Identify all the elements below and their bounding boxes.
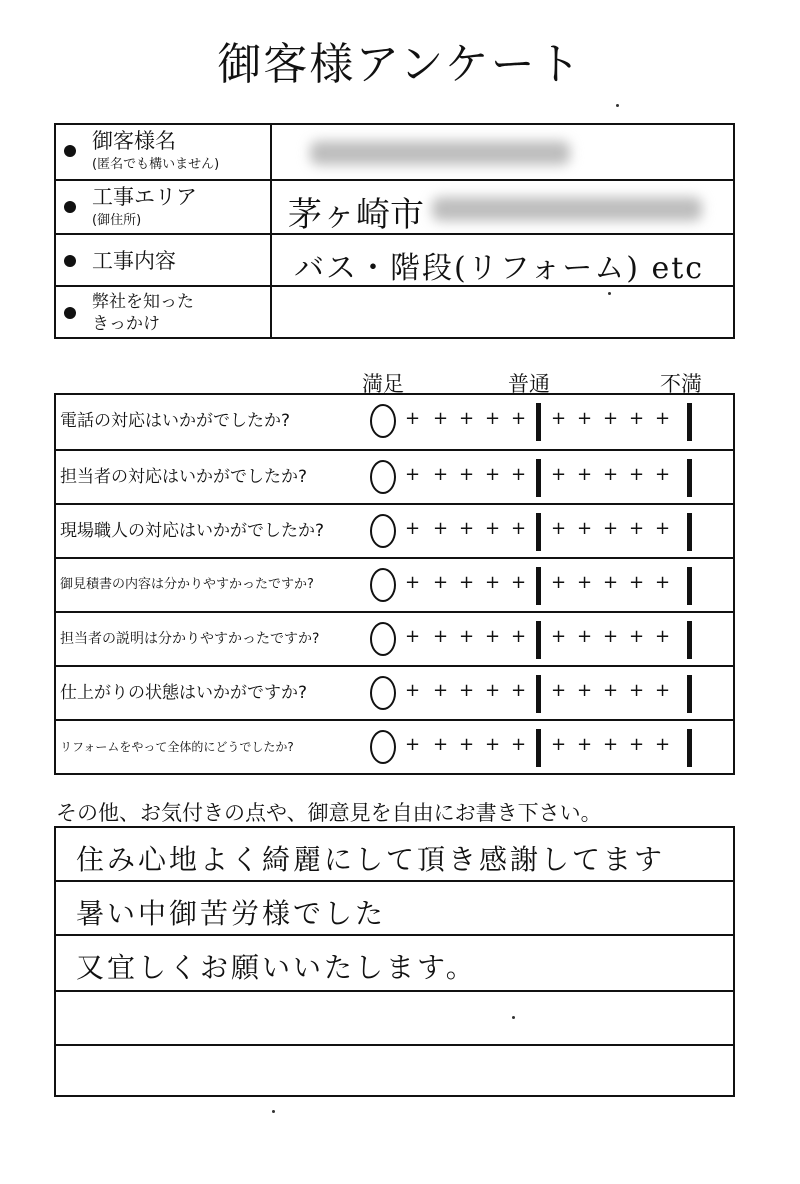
rating-option-tick[interactable]: + [459,572,475,593]
comments-box[interactable] [54,826,735,1097]
redacted-address [432,197,702,221]
rating-option-tick[interactable]: + [433,626,449,647]
comment-rule [56,1044,733,1046]
rating-option-tick[interactable]: + [405,626,421,647]
rating-option-tick[interactable]: + [577,518,593,539]
scale-label-satisfied: 満足 [362,372,404,396]
rating-option-tick[interactable]: + [511,518,527,539]
rating-option-tick[interactable]: + [433,408,449,429]
how-known-label-line1: 弊社を知った [92,292,194,312]
rating-option-tick[interactable]: + [655,464,671,485]
rating-option-tick[interactable]: + [655,408,671,429]
work-area-field[interactable] [272,181,733,235]
rating-option-tick[interactable]: + [551,680,567,701]
comments-prompt: その他、お気付きの点や、御意見を自由にお書き下さい。 [56,801,602,825]
rating-option-tick[interactable]: + [459,626,475,647]
rating-option-tick[interactable]: + [485,734,501,755]
work-content-label: 工事内容 [92,249,176,273]
rating-option-tick[interactable]: + [603,518,619,539]
rating-option-tick[interactable]: + [511,680,527,701]
rating-option-tick[interactable]: + [629,464,645,485]
rating-option-tick[interactable]: + [629,572,645,593]
rating-option-tick[interactable]: + [603,680,619,701]
question-text: リフォームをやって全体的にどうでしたか? [60,740,294,754]
rating-option-tick[interactable]: + [603,408,619,429]
rating-row [56,395,733,449]
rating-option-tick[interactable]: + [511,734,527,755]
rating-option-dissatisfied[interactable] [687,567,692,605]
rating-option-tick[interactable]: + [629,680,645,701]
rating-option-satisfied-selected[interactable] [370,568,396,602]
rating-option-tick[interactable]: + [629,734,645,755]
question-text: 電話の対応はいかがでしたか? [60,411,291,431]
comment-line-1: 住み心地よく綺麗にして頂き感謝してます [76,843,666,876]
rating-option-dissatisfied[interactable] [687,513,692,551]
rating-option-dissatisfied[interactable] [687,459,692,497]
rating-option-neutral[interactable] [536,403,541,441]
rating-option-tick[interactable]: + [551,734,567,755]
rating-option-tick[interactable]: + [629,518,645,539]
rating-option-tick[interactable]: + [603,572,619,593]
rating-option-tick[interactable]: + [485,518,501,539]
rating-option-tick[interactable]: + [485,680,501,701]
scale-label-dissatisfied: 不満 [660,372,702,396]
scan-speck [616,104,619,107]
rating-option-tick[interactable]: + [459,734,475,755]
rating-option-tick[interactable]: + [655,572,671,593]
rating-option-tick[interactable]: + [655,680,671,701]
row-how-known [56,285,733,337]
rating-option-dissatisfied[interactable] [687,729,692,767]
rating-option-satisfied-selected[interactable] [370,676,396,710]
rating-option-satisfied-selected[interactable] [370,514,396,548]
redacted-name [310,141,570,165]
rating-option-satisfied-selected[interactable] [370,460,396,494]
rating-option-dissatisfied[interactable] [687,621,692,659]
rating-row [56,719,733,773]
bullet-icon [64,145,76,157]
rating-option-tick[interactable]: + [629,626,645,647]
rating-table [54,393,735,775]
rating-option-tick[interactable]: + [433,518,449,539]
rating-row [56,449,733,503]
scale-label-neutral: 普通 [508,372,550,396]
rating-option-neutral[interactable] [536,513,541,551]
question-text: 御見積書の内容は分かりやすかったですか? [60,577,314,592]
scan-speck [512,1016,515,1019]
rating-option-neutral[interactable] [536,459,541,497]
rating-option-tick[interactable]: + [511,408,527,429]
rating-option-tick[interactable]: + [603,464,619,485]
comment-line-3: 又宜しくお願いいたします。 [76,951,477,984]
rating-option-tick[interactable]: + [551,408,567,429]
rating-option-tick[interactable]: + [433,680,449,701]
scan-speck [608,292,611,295]
rating-option-tick[interactable]: + [459,518,475,539]
rating-row [56,557,733,611]
rating-option-satisfied-selected[interactable] [370,622,396,656]
rating-option-dissatisfied[interactable] [687,403,692,441]
question-text: 担当者の説明は分かりやすかったですか? [60,631,320,647]
bullet-icon [64,307,76,319]
rating-option-tick[interactable]: + [433,734,449,755]
rating-option-tick[interactable]: + [485,572,501,593]
comment-line-2: 暑い中御苦労様でした [76,897,387,930]
rating-option-tick[interactable]: + [511,626,527,647]
rating-option-neutral[interactable] [536,567,541,605]
rating-option-tick[interactable]: + [551,572,567,593]
comment-rule [56,990,733,992]
rating-option-neutral[interactable] [536,729,541,767]
rating-option-neutral[interactable] [536,675,541,713]
work-content-field[interactable] [272,235,733,287]
rating-option-satisfied-selected[interactable] [370,730,396,764]
customer-info-table [54,123,735,339]
rating-option-tick[interactable]: + [405,734,421,755]
rating-option-tick[interactable]: + [405,572,421,593]
rating-option-tick[interactable]: + [551,518,567,539]
rating-option-tick[interactable]: + [459,408,475,429]
rating-option-tick[interactable]: + [603,626,619,647]
work-area-sublabel: (御住所) [92,213,142,228]
rating-option-tick[interactable]: + [459,680,475,701]
rating-option-tick[interactable]: + [655,626,671,647]
scan-speck [272,1110,275,1113]
question-text: 仕上がりの状態はいかがですか? [60,683,308,703]
work-content-value: バス・階段(リフォーム) etc [294,251,705,286]
rating-option-satisfied-selected[interactable] [370,404,396,438]
work-area-label: 工事エリア [92,185,197,209]
rating-option-tick[interactable]: + [603,734,619,755]
comment-rule [56,934,733,936]
rating-row [56,665,733,719]
rating-option-tick[interactable]: + [433,464,449,485]
rating-option-tick[interactable]: + [405,408,421,429]
rating-option-tick[interactable]: + [405,464,421,485]
rating-option-tick[interactable]: + [485,626,501,647]
rating-option-tick[interactable]: + [485,408,501,429]
bullet-icon [64,255,76,267]
rating-option-tick[interactable]: + [577,464,593,485]
rating-option-tick[interactable]: + [485,464,501,485]
rating-option-tick[interactable]: + [655,734,671,755]
rating-option-tick[interactable]: + [433,572,449,593]
comment-rule [56,880,733,882]
page-title: 御客様アンケート [217,39,583,90]
rating-option-tick[interactable]: + [577,680,593,701]
customer-name-field[interactable] [272,125,733,181]
question-text: 担当者の対応はいかがでしたか? [60,467,308,487]
rating-option-neutral[interactable] [536,621,541,659]
bullet-icon [64,201,76,213]
how-known-label-line2: きっかけ [92,314,160,334]
rating-row [56,503,733,557]
row-work-content [56,233,733,287]
rating-option-tick[interactable]: + [577,626,593,647]
rating-option-tick[interactable]: + [405,518,421,539]
rating-option-tick[interactable]: + [511,572,527,593]
row-work-area [56,179,733,235]
rating-option-tick[interactable]: + [655,518,671,539]
rating-option-tick[interactable]: + [577,734,593,755]
rating-option-dissatisfied[interactable] [687,675,692,713]
customer-name-label: 御客様名 [92,129,176,153]
rating-option-tick[interactable]: + [511,464,527,485]
rating-option-tick[interactable]: + [551,626,567,647]
rating-option-tick[interactable]: + [629,408,645,429]
customer-name-sublabel: (匿名でも構いません) [92,157,220,172]
rating-option-tick[interactable]: + [577,408,593,429]
row-customer-name [56,125,733,181]
rating-option-tick[interactable]: + [577,572,593,593]
rating-option-tick[interactable]: + [459,464,475,485]
rating-option-tick[interactable]: + [405,680,421,701]
question-text: 現場職人の対応はいかがでしたか? [60,521,325,541]
how-known-field[interactable] [272,287,733,337]
work-area-value: 茅ヶ崎市 [288,195,424,235]
rating-row [56,611,733,665]
rating-option-tick[interactable]: + [551,464,567,485]
